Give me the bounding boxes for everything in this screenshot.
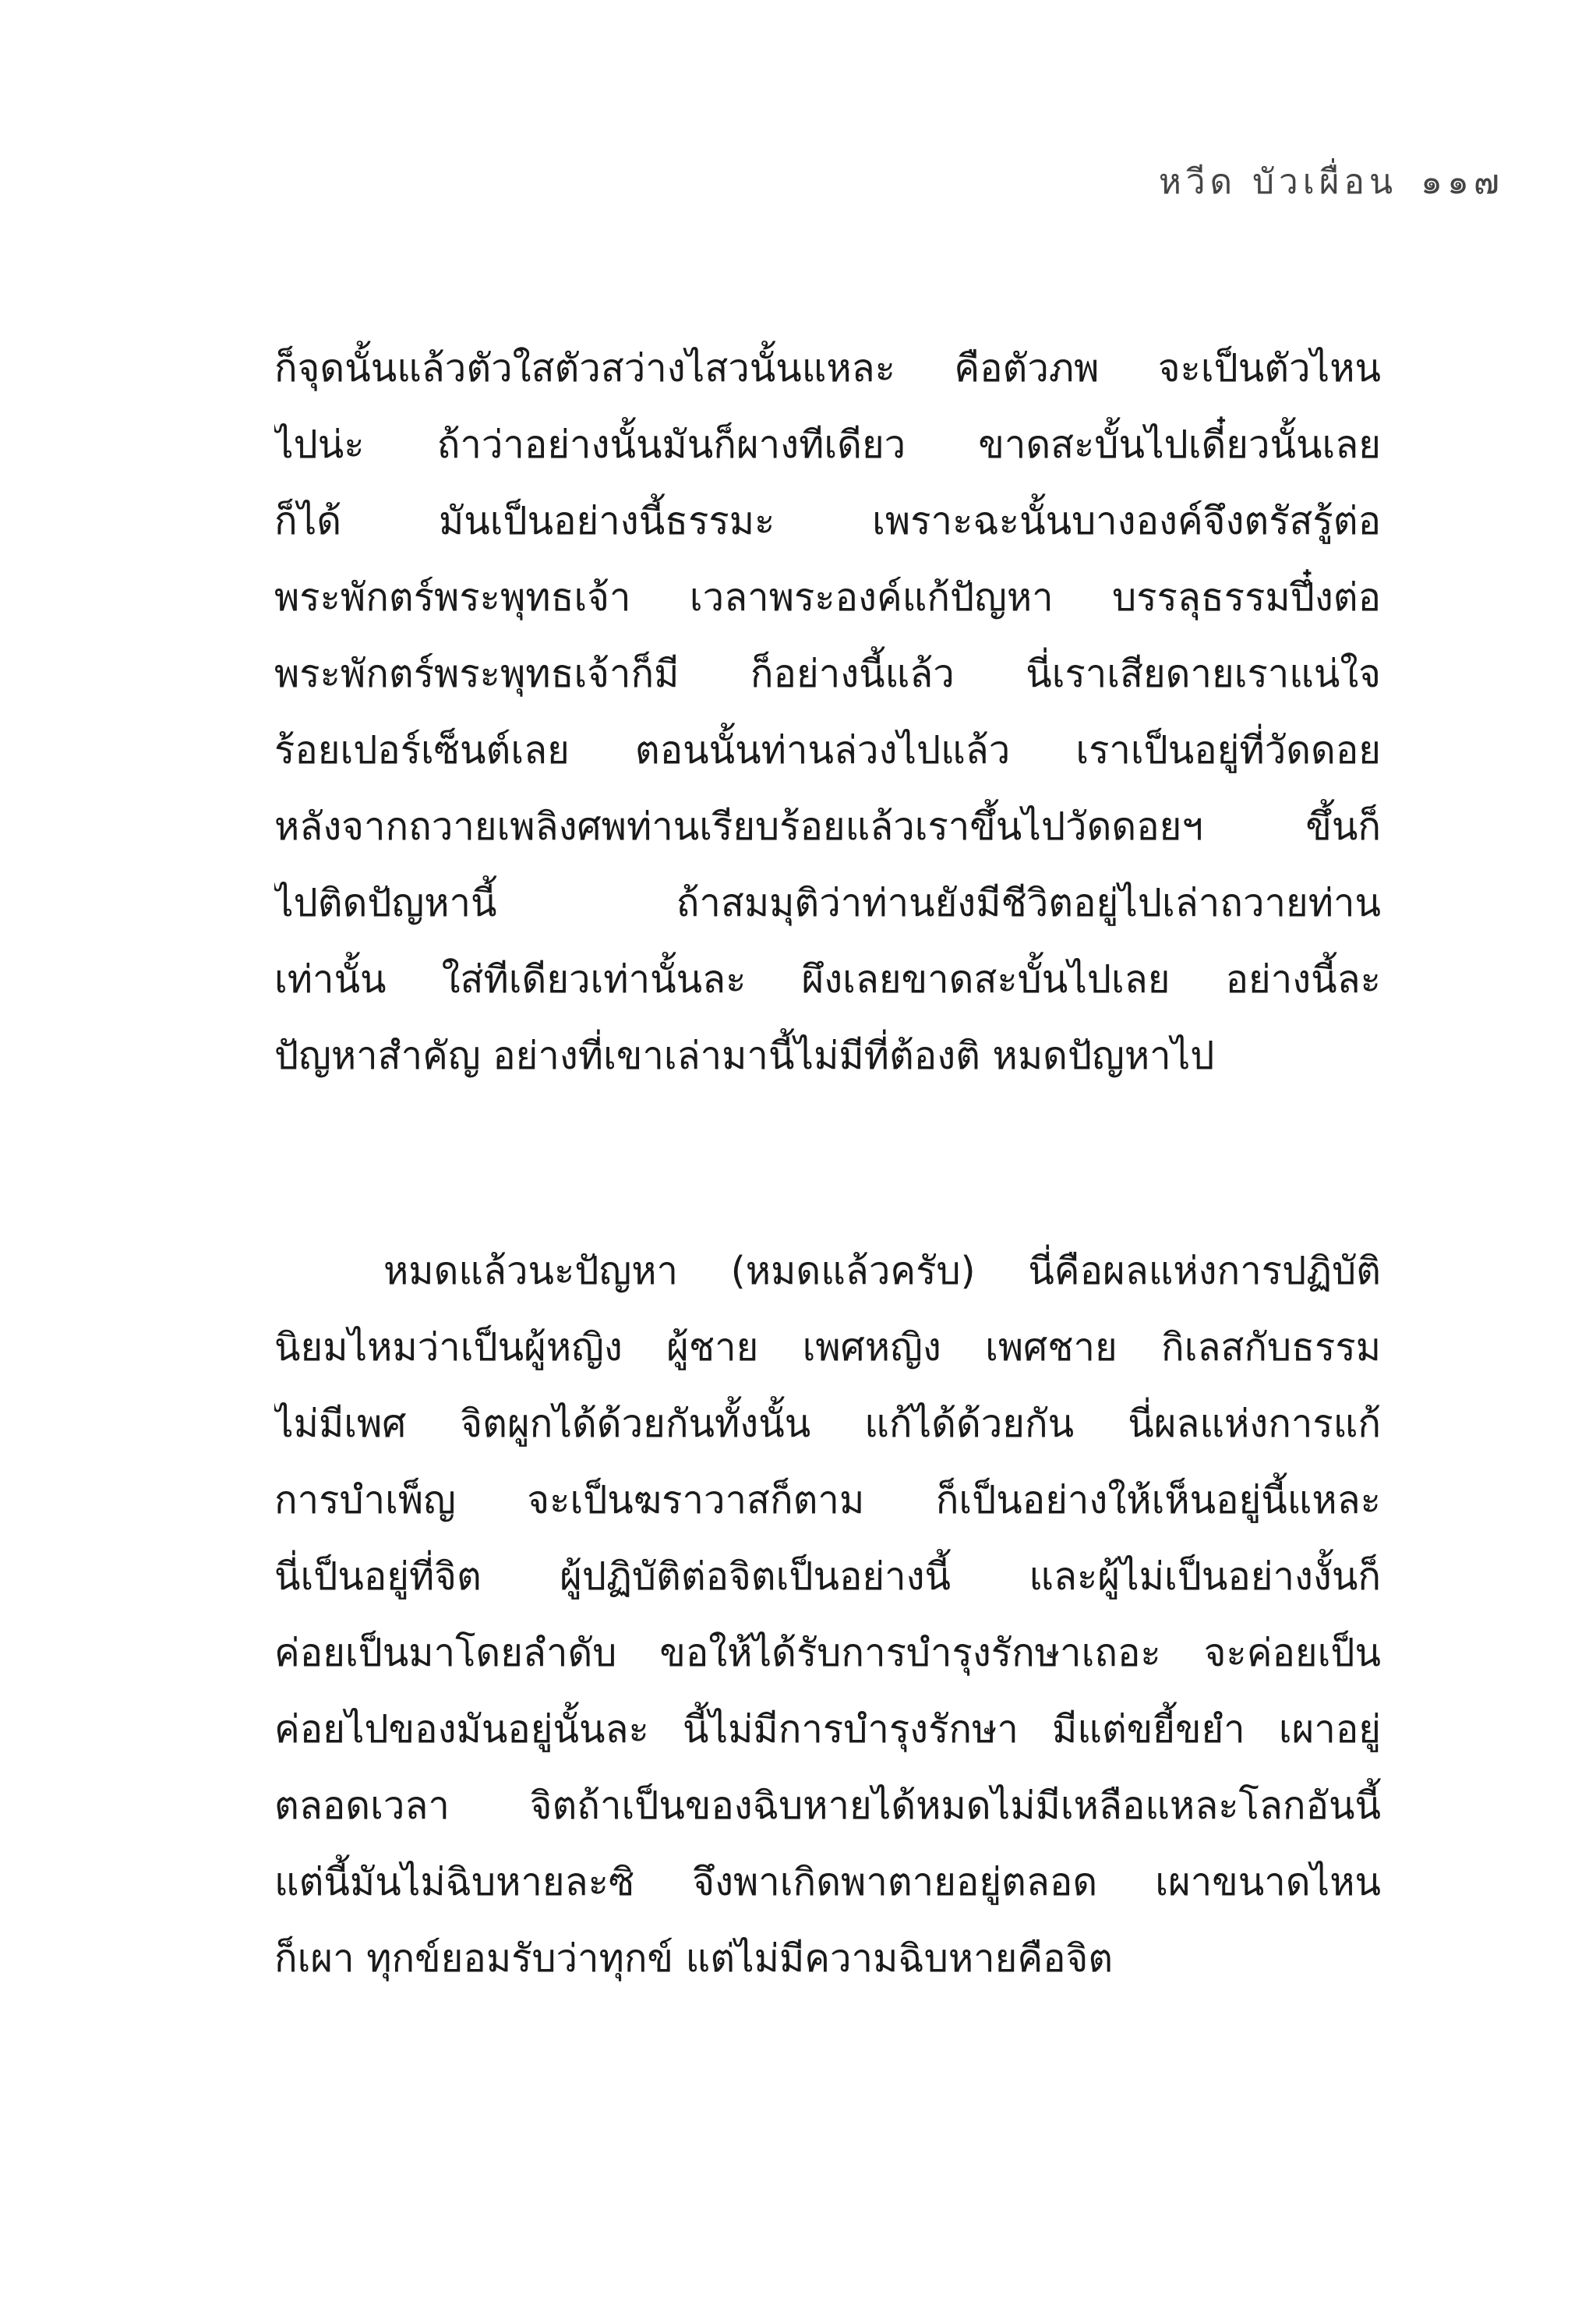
- paragraph-line: การบำเพ็ญ จะเป็นฆราวาสก็ตาม ก็เป็นอย่างให้เห็นอยู่นี้แหละ: [274, 1478, 1381, 1522]
- paragraph-line: ไม่มีเพศ จิตผูกได้ด้วยกันทั้งนั้น แก้ได้ด้วยกัน นี่ผลแห่งการแก้: [274, 1402, 1381, 1446]
- paragraph-line: พระพักตร์พระพุทธเจ้า เวลาพระองค์แก้ปัญหา บรรลุธรรมปึ๋งต่อ: [274, 575, 1381, 620]
- paragraph-line: หมดแล้วนะปัญหา (หมดแล้วครับ) นี่คือผลแห่งการปฏิบัติ: [383, 1249, 1381, 1293]
- paragraph-line: ตลอดเวลา จิตถ้าเป็นของฉิบหายได้หมดไม่มีเหลือแหละโลกอันนี้: [274, 1783, 1381, 1828]
- paragraph-line: ไปน่ะ ถ้าว่าอย่างนั้นมันก็ผางทีเดียว ขาดสะบั้นไปเดี๋ยวนั้นเลย: [274, 422, 1381, 467]
- paragraph-line: พระพักตร์พระพุทธเจ้าก็มี ก็อย่างนี้แล้ว นี่เราเสียดายเราแน่ใจ: [274, 652, 1381, 696]
- paragraph-line: เท่านั้น ใส่ทีเดียวเท่านั้นละ ผึงเลยขาดสะบั้นไปเลย อย่างนี้ละ: [274, 957, 1381, 1002]
- paragraph-line: ค่อยเป็นมาโดยลำดับ ขอให้ได้รับการบำรุงรักษาเถอะ จะค่อยเป็น: [274, 1631, 1381, 1675]
- paragraph-line: หลังจากถวายเพลิงศพท่านเรียบร้อยแล้วเราขึ้นไปวัดดอยฯ ขึ้นก็: [274, 804, 1381, 849]
- paragraph-line: ก็เผา ทุกข์ยอมรับว่าทุกข์ แต่ไม่มีความฉิบหายคือจิต: [274, 1936, 1114, 1981]
- header-page-number: ๑๑๗: [1421, 162, 1504, 202]
- paragraph-line: แต่นี้มันไม่ฉิบหายละซิ จึงพาเกิดพาตายอยู่ตลอด เผาขนาดไหน: [274, 1860, 1381, 1904]
- paragraph-2: [274, 1233, 1381, 1997]
- running-header: [1159, 154, 1504, 209]
- paragraph-line: นิยมไหมว่าเป็นผู้หญิง ผู้ชาย เพศหญิง เพศชาย กิเลสกับธรรม: [274, 1325, 1381, 1370]
- paragraph-line: ก็ได้ มันเป็นอย่างนี้ธรรมะ เพราะฉะนั้นบางองค์จึงตรัสรู้ต่อ: [274, 499, 1381, 543]
- paragraph-line: ก็จุดนั้นแล้วตัวใสตัวสว่างไสวนั้นแหละ คือตัวภพ จะเป็นตัวไหน: [274, 346, 1381, 391]
- header-author: หวีด บัวเผื่อน: [1158, 162, 1398, 202]
- paragraph-line: ค่อยไปของมันอยู่นั้นละ นี้ไม่มีการบำรุงรักษา มีแต่ขยี้ขยำ เผาอยู่: [274, 1707, 1381, 1752]
- paragraph-line: ปัญหาสำคัญ อย่างที่เขาเล่ามานี้ไม่มีที่ต้องติ หมดปัญหาไป: [274, 1034, 1215, 1078]
- paragraph-line: นี่เป็นอยู่ที่จิต ผู้ปฏิบัติต่อจิตเป็นอย่างนี้ และผู้ไม่เป็นอย่างงั้นก็: [274, 1554, 1381, 1599]
- paragraph-line: ร้อยเปอร์เซ็นต์เลย ตอนนั้นท่านล่วงไปแล้ว เราเป็นอยู่ที่วัดดอย: [274, 728, 1381, 772]
- paragraph-line: ไปติดปัญหานี้ ถ้าสมมุติว่าท่านยังมีชีวิตอยู่ไปเล่าถวายท่าน: [274, 881, 1381, 925]
- paragraph-1: [274, 331, 1381, 1094]
